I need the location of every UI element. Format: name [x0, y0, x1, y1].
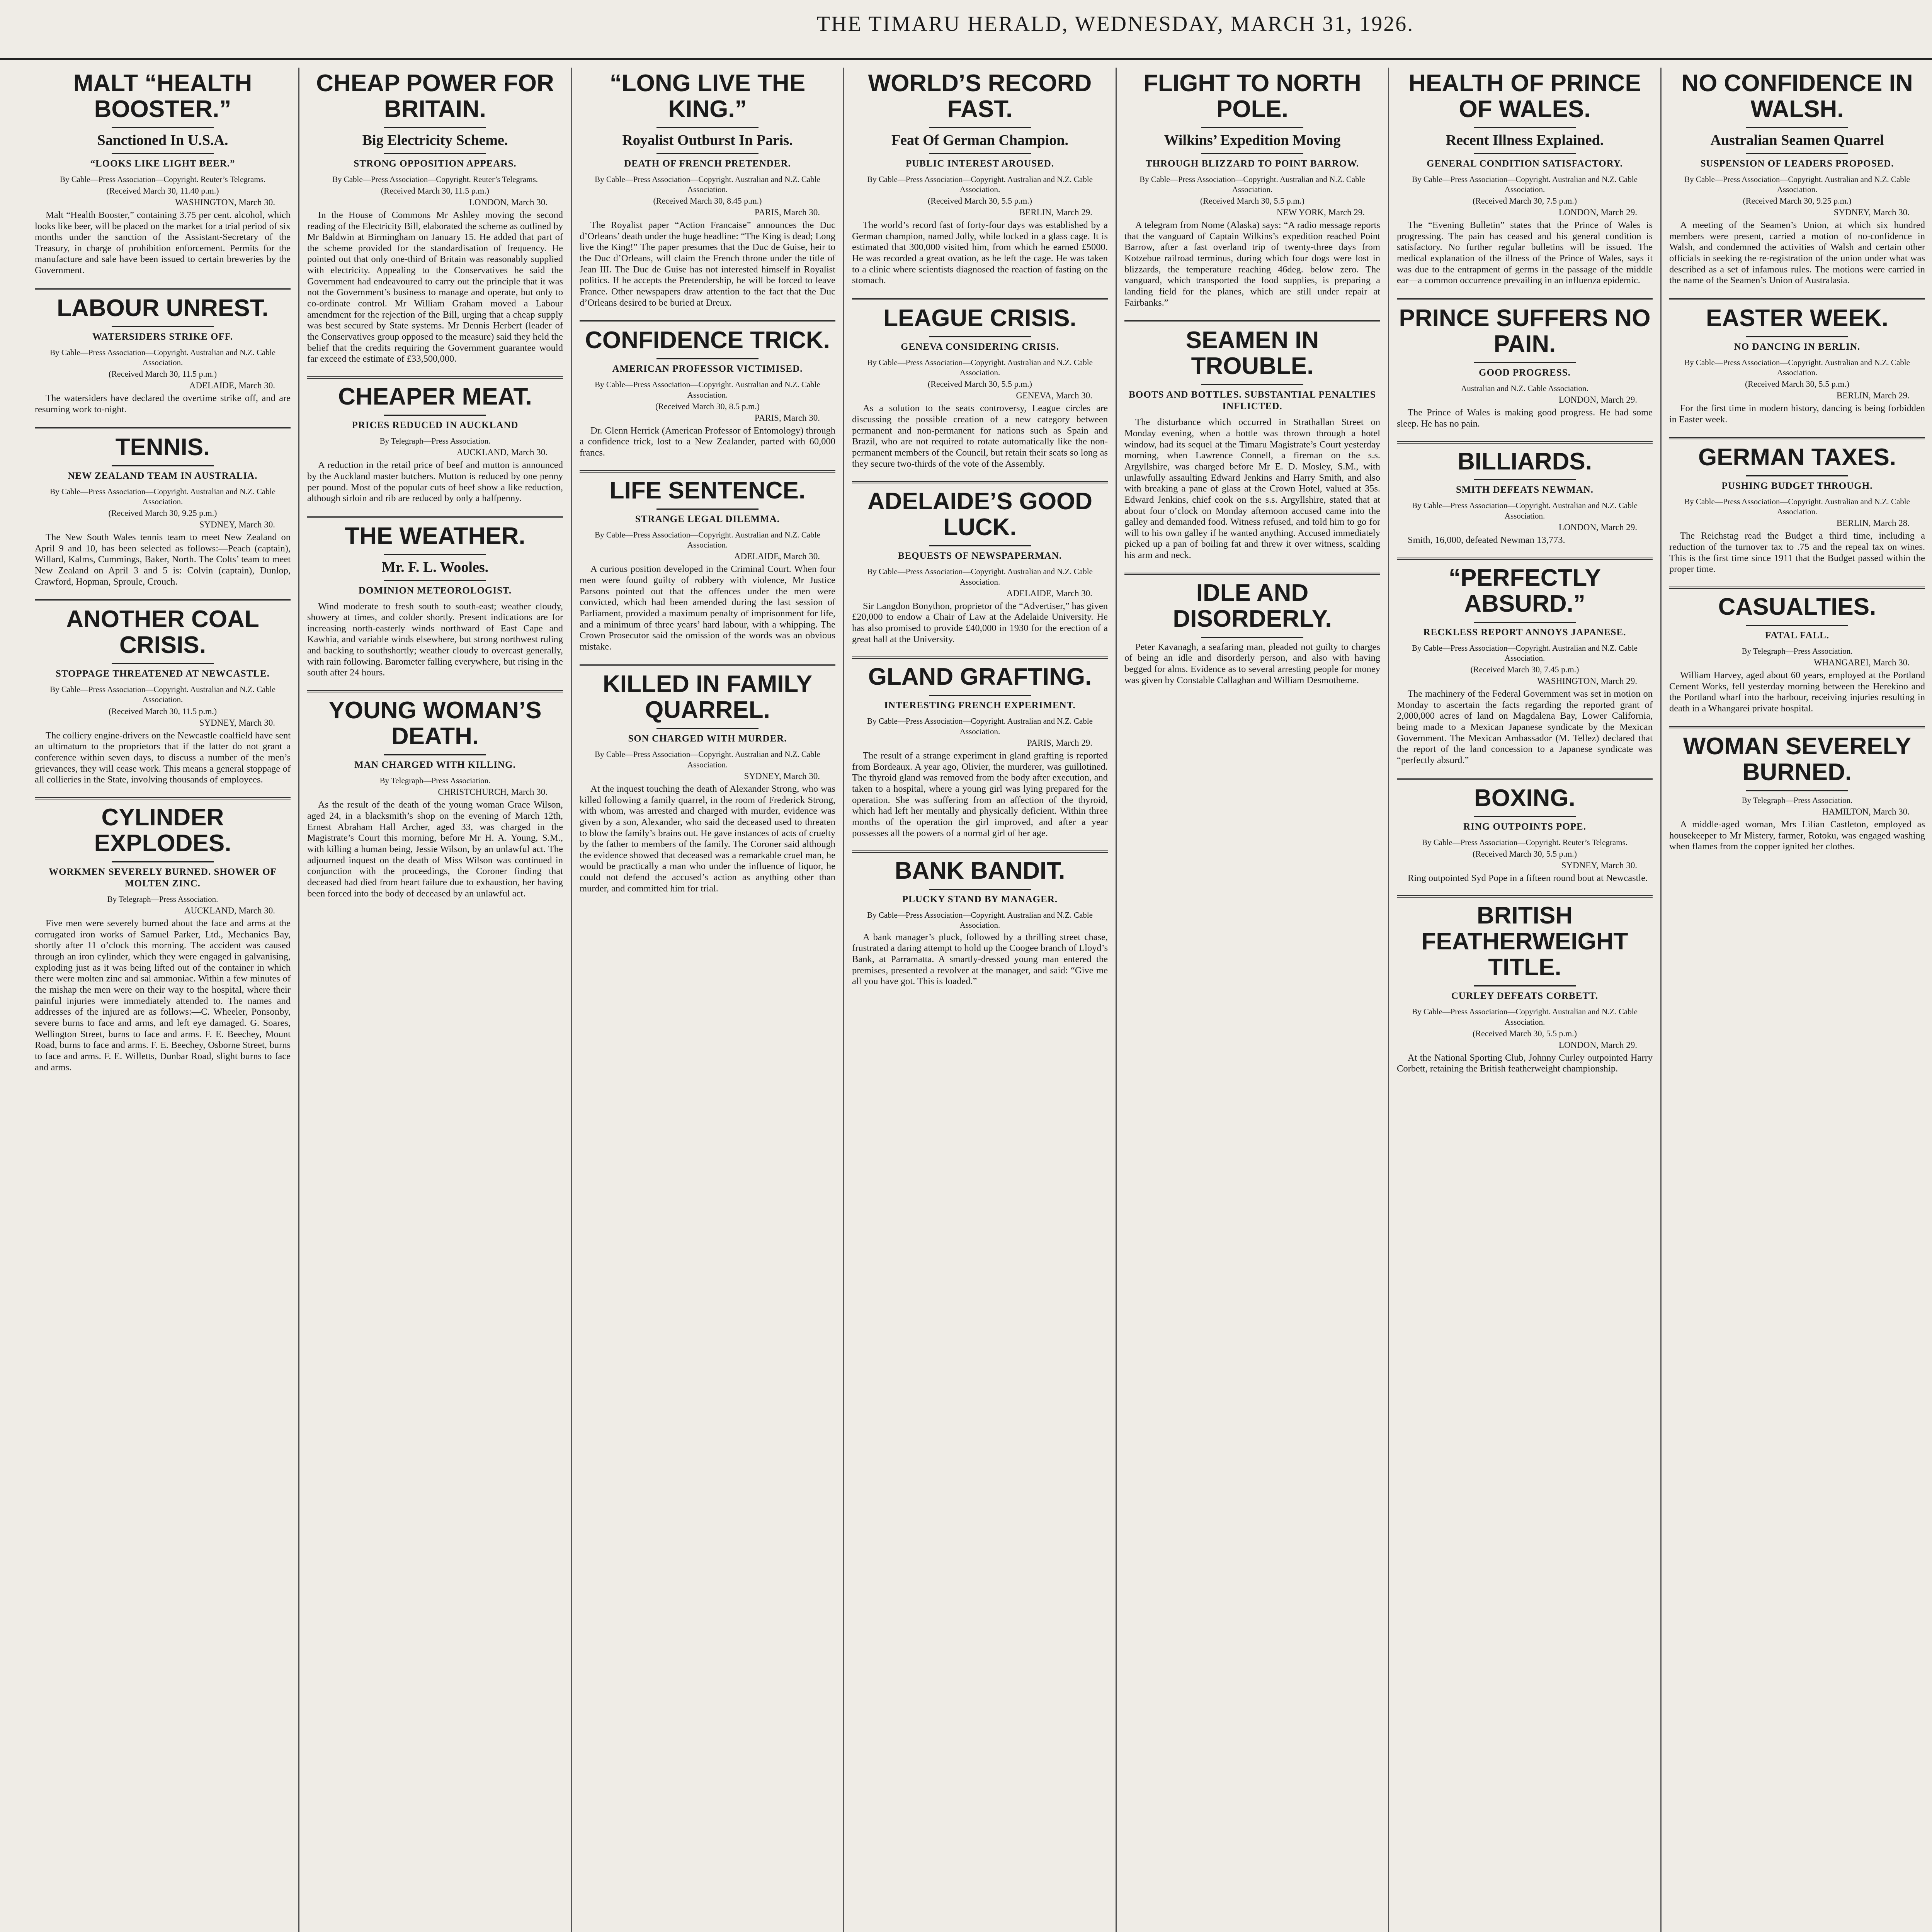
article-separator	[1669, 298, 1925, 300]
headline-rule	[656, 728, 759, 729]
article	[1397, 306, 1653, 429]
article-dateline: GENEVA, March 30.	[1016, 391, 1092, 401]
article-headline: WORLD’S RECORD FAST.	[868, 70, 1092, 122]
masthead	[0, 0, 1932, 60]
headline-rule	[384, 754, 486, 755]
article	[1397, 449, 1653, 546]
article-source: By Cable—Press Association—Copyright. Australian and N.Z. Cable Association.	[1139, 174, 1365, 194]
article-body: The watersiders have declared the overtime strike off, and are resuming work to-night.	[35, 393, 291, 415]
article-headline: MALT “HEALTH BOOSTER.”	[73, 70, 252, 122]
article-body: As a solution to the seats controversy, League circles are discussing the possible creation of a new category between permanent and non-permanent for nations such as Spain and Brazil, who are not required to rotate automatically like the non-permanent members of the Council, but retain their seats so long as they secure two-thirds of the vote of the Assembly.	[852, 403, 1108, 469]
article-headline: HEALTH OF PRINCE OF WALES.	[1408, 70, 1641, 122]
article-body: William Harvey, aged about 60 years, employed at the Portland Cement Works, fell yesterday morning between the Herekino and the Portland wharf into the harbour, receiving injuries resulting in death in a Whangarei private hospital.	[1669, 670, 1925, 714]
article-headline: GLAND GRAFTING.	[868, 663, 1092, 690]
article-dateline: PARIS, March 29.	[1027, 738, 1092, 748]
article	[852, 71, 1108, 286]
article-body: Sir Langdon Bonython, proprietor of the “Advertiser,” has given £20,000 to endow a Chair of Law at the Adelaide University. He has also promised to provide £40,000 in 1930 for the erection of a great hall at the University.	[852, 600, 1108, 645]
article-deck: BEQUESTS OF NEWSPAPERMAN.	[898, 551, 1062, 561]
article-headline: IDLE AND DISORDERLY.	[1173, 579, 1332, 632]
article-separator	[1669, 437, 1925, 439]
article-headline: LABOUR UNREST.	[57, 294, 269, 321]
article-dateline: SYDNEY, March 30.	[744, 771, 820, 781]
article	[1397, 71, 1653, 286]
article-source: By Cable—Press Association—Copyright. Australian and N.Z. Cable Association.	[867, 910, 1093, 930]
article-body: At the National Sporting Club, Johnny Curley outpointed Harry Corbett, retaining the British featherweight championship.	[1397, 1052, 1653, 1074]
article-body: The colliery engine-drivers on the Newcastle coalfield have sent an ultimatum to the proprietors that if the latter do not grant a conference within seven days, to discuss a number of the men’s grievances, they will cease work. This means a general stoppage of all collieries in the State, involving thousands of employees.	[35, 730, 291, 785]
article-dateline: SYDNEY, March 30.	[1561, 860, 1637, 870]
article-body: As the result of the death of the young woman Grace Wilson, aged 24, in a blacksmith’s shop on the evening of March 12th, Ernest Abraham Hall Archer, aged 33, was charged in the Magistrate’s Court this morning, before Mr H. A. Young, S.M., with killing a human being, Jessie Wilson, by an unlawful act. The adjourned inquest on the death of Miss Wilson was continued in conjunction with the proceedings, the Coroner finding that deceased had died from heart failure due to exhaustion, her having been forced into the body of deceased by an unlawful act.	[307, 799, 563, 899]
headline-rule	[384, 554, 486, 555]
article-headline: PRINCE SUFFERS NO PAIN.	[1399, 305, 1651, 357]
column-3	[572, 68, 844, 1932]
article-received: (Received March 30, 11.40 p.m.)	[106, 185, 219, 196]
article-separator	[35, 797, 291, 799]
article	[307, 698, 563, 899]
article-source: By Cable—Press Association—Copyright. Australian and N.Z. Cable Association.	[595, 380, 820, 400]
article-dateline: HAMILTON, March 30.	[1822, 806, 1910, 816]
article-deck: RING OUTPOINTS POPE.	[1463, 821, 1586, 832]
headline-rule	[384, 127, 486, 128]
article-received: (Received March 30, 5.5 p.m.)	[927, 196, 1032, 206]
article-separator	[852, 298, 1108, 300]
article-dateline: BERLIN, March 29.	[1836, 391, 1910, 401]
headline-rule	[384, 580, 486, 581]
article	[307, 384, 563, 504]
article	[307, 71, 563, 365]
column-1	[27, 68, 299, 1932]
article-deck: WATERSIDERS STRIKE OFF.	[92, 331, 233, 342]
headline-rule	[1474, 362, 1576, 363]
article	[1124, 580, 1380, 686]
headline-rule	[112, 861, 214, 862]
article-source: By Telegraph—Press Association.	[379, 776, 491, 785]
article-headline: LIFE SENTENCE.	[609, 477, 806, 504]
article-source: Australian and N.Z. Cable Association.	[1461, 383, 1588, 393]
headline-rule	[384, 415, 486, 416]
article	[852, 489, 1108, 645]
article-body: Dr. Glenn Herrick (American Professor of Entomology) through a confidence trick, lost to a New Zealander, parted with 60,000 francs.	[580, 425, 835, 458]
article-deck: WORKMEN SEVERELY BURNED. SHOWER OF MOLTEN ZINC.	[49, 866, 277, 889]
article-subheadline: Big Electricity Scheme.	[362, 132, 508, 148]
article-headline: GERMAN TAXES.	[1698, 444, 1896, 471]
article-headline: KILLED IN FAMILY QUARREL.	[603, 671, 812, 724]
article-subheadline: Wilkins’ Expedition Moving	[1164, 132, 1341, 148]
article-deck: PLUCKY STAND BY MANAGER.	[902, 894, 1058, 905]
article-headline: NO CONFIDENCE IN WALSH.	[1681, 70, 1913, 122]
article-source: By Cable—Press Association—Copyright. Reuter’s Telegrams.	[1422, 837, 1628, 847]
article-headline: “LONG LIVE THE KING.”	[609, 70, 806, 122]
headline-rule	[1746, 625, 1849, 626]
column-4	[844, 68, 1117, 1932]
article-body: The Prince of Wales is making good progress. He had some sleep. He has no pain.	[1397, 407, 1653, 429]
article-headline: BRITISH FEATHERWEIGHT TITLE.	[1421, 902, 1628, 981]
article-received: (Received March 30, 5.5 p.m.)	[1200, 196, 1305, 206]
article-headline: ANOTHER COAL CRISIS.	[66, 606, 259, 659]
headline-rule	[112, 127, 214, 128]
article-deck: INTERESTING FRENCH EXPERIMENT.	[884, 700, 1076, 711]
article-dateline: LONDON, March 29.	[1558, 207, 1637, 218]
article-deck: SMITH DEFEATS NEWMAN.	[1456, 485, 1594, 495]
headline-rule	[1201, 384, 1304, 385]
article-body: Smith, 16,000, defeated Newman 13,773.	[1408, 534, 1565, 545]
article	[35, 296, 291, 415]
headline-rule	[656, 509, 759, 510]
article-deck: CURLEY DEFEATS CORBETT.	[1451, 991, 1599, 1002]
article-body: A bank manager’s pluck, followed by a thrilling street chase, frustrated a daring attempt to hold up the Coogee branch of Lloyd’s Bank, at Parramatta. A smartly-dressed young man entered the premises, presented a revolver at the manager, and said: “Give me all you have got. This is loaded.”	[852, 932, 1108, 987]
article-headline: “PERFECTLY ABSURD.”	[1449, 564, 1601, 617]
article-separator	[1397, 441, 1653, 444]
article-source: By Cable—Press Association—Copyright. Australian and N.Z. Cable Association.	[595, 750, 820, 769]
article-deck: “LOOKS LIKE LIGHT BEER.”	[90, 158, 235, 169]
article-deck: PUBLIC INTEREST AROUSED.	[905, 158, 1054, 169]
article-deck: STRONG OPPOSITION APPEARS.	[354, 158, 517, 169]
masthead-title: THE TIMARU HERALD, WEDNESDAY, MARCH 31, 1926.	[816, 12, 1414, 36]
article-source: By Cable—Press Association—Copyright. Reuter’s Telegrams.	[332, 174, 538, 184]
headline-rule	[1474, 479, 1576, 480]
headline-rule	[1746, 127, 1849, 128]
headline-rule	[1474, 985, 1576, 986]
article-source: By Cable—Press Association—Copyright. Australian and N.Z. Cable Association.	[1684, 357, 1910, 378]
headline-rule	[929, 153, 1031, 154]
article-separator	[35, 599, 291, 601]
article-dateline: LONDON, March 29.	[1558, 1040, 1637, 1050]
article	[852, 306, 1108, 469]
article-headline: FLIGHT TO NORTH POLE.	[1143, 70, 1361, 122]
article-body: The world’s record fast of forty-four days was established by a German champion, named Jolly, while locked in a glass cage. It is estimated that 300,000 visited him, from which he earned £5000. He was recorded a great ovation, as he left the cage. He was taken to a clinic where scientists diagnosed the reaction of fasting on the stomach.	[852, 220, 1108, 286]
article	[580, 478, 835, 653]
article-body: The result of a strange experiment in gland grafting is reported from Bordeaux. A year ago, Olivier, the murderer, was guillotined. The thyroid gland was removed from the body after execution, and taken to a hospital, where a young girl was lying prepared for the operation. She was suffering from an affection of the thyroid, which had left her mentally and physically deficient. Within three months of the operation the girl improved, and after a year possesses all the powers of a normal girl of her age.	[852, 750, 1108, 838]
article-dateline: ADELAIDE, March 30.	[734, 551, 820, 561]
headline-rule	[1474, 153, 1576, 154]
article-separator	[580, 470, 835, 473]
article-received: (Received March 30, 7.5 p.m.)	[1472, 196, 1577, 206]
article-headline: THE WEATHER.	[345, 522, 526, 549]
article-subheadline: Mr. F. L. Wooles.	[381, 559, 489, 575]
article-source: By Cable—Press Association—Copyright. Australian and N.Z. Cable Association.	[1684, 497, 1910, 516]
article-body: The “Evening Bulletin” states that the Prince of Wales is progressing. The pain has ceased and his general condition is satisfactory. No further regular bulletins will be issued. The medical explanation of the illness of the Prince of Wales, says it was due to the entrapment of germs in the passage of the middle ear—a common occurrence prevailing in an influenza epidemic.	[1397, 220, 1653, 286]
article-received: (Received March 30, 11.5 p.m.)	[108, 706, 217, 716]
article	[580, 672, 835, 894]
headline-rule	[1201, 637, 1304, 638]
article-separator	[35, 427, 291, 429]
headline-rule	[1746, 153, 1849, 154]
article-deck: PRICES REDUCED IN AUCKLAND	[352, 420, 519, 430]
columns	[27, 68, 1932, 1932]
headline-rule	[656, 358, 759, 359]
article-separator	[1124, 573, 1380, 575]
article-source: By Cable—Press Association—Copyright. Australian and N.Z. Cable Association.	[1412, 501, 1638, 520]
article-received: (Received March 30, 5.5 p.m.)	[1472, 849, 1577, 859]
article-dateline: LONDON, March 29.	[1558, 395, 1637, 405]
article-source: By Cable—Press Association—Copyright. Australian and N.Z. Cable Association.	[50, 347, 276, 367]
article-deck: THROUGH BLIZZARD TO POINT BARROW.	[1145, 158, 1359, 169]
column-6	[1389, 68, 1662, 1932]
article-deck: STRANGE LEGAL DILEMMA.	[635, 514, 780, 524]
article-headline: CYLINDER EXPLODES.	[94, 804, 231, 857]
article	[307, 524, 563, 679]
article-body: The machinery of the Federal Government was set in motion on Monday to ascertain the facts regarding the reported grant of 2,000,000 acres of land on Magdalena Bay, Lower California, being made to a Mexican Japanese syndicate by the Mexican Government. The Mexican Ambassador (M. Tellez) declared that the report of the land concession to a Japanese syndicate was “perfectly absurd.”	[1397, 689, 1653, 765]
article	[1397, 565, 1653, 766]
article-source: By Cable—Press Association—Copyright. Australian and N.Z. Cable Association.	[867, 567, 1093, 587]
article-separator	[852, 656, 1108, 659]
article-deck: PUSHING BUDGET THROUGH.	[1721, 480, 1873, 491]
article	[1397, 786, 1653, 884]
article-deck: STOPPAGE THREATENED AT NEWCASTLE.	[56, 668, 270, 679]
article	[1669, 71, 1925, 286]
column-7	[1662, 68, 1932, 1932]
article-dateline: BERLIN, March 28.	[1836, 518, 1910, 528]
article-separator	[307, 690, 563, 692]
article-separator	[1397, 895, 1653, 898]
article	[1124, 328, 1380, 561]
article-separator	[1397, 558, 1653, 560]
article-source: By Cable—Press Association—Copyright. Australian and N.Z. Cable Association.	[867, 357, 1093, 378]
article-source: By Cable—Press Association—Copyright. Australian and N.Z. Cable Association.	[595, 530, 820, 549]
article-source: By Cable—Press Association—Copyright. Australian and N.Z. Cable Association.	[1412, 1007, 1638, 1027]
headline-rule	[112, 153, 214, 154]
article-dateline: NEW YORK, March 29.	[1276, 207, 1365, 218]
article-received: (Received March 30, 9.25 p.m.)	[1743, 196, 1852, 206]
article-dateline: PARIS, March 30.	[754, 413, 820, 423]
headline-rule	[384, 153, 486, 154]
article-separator	[35, 288, 291, 290]
article-source: By Cable—Press Association—Copyright. Australian and N.Z. Cable Association.	[50, 486, 276, 506]
article-separator	[307, 376, 563, 379]
article-separator	[1397, 298, 1653, 300]
headline-rule	[929, 545, 1031, 546]
article-headline: BOXING.	[1474, 784, 1575, 811]
article-dateline: WASHINGTON, March 30.	[175, 197, 275, 207]
article	[852, 664, 1108, 839]
article-headline: TENNIS.	[115, 434, 210, 461]
article-body: A curious position developed in the Criminal Court. When four men were found guilty of robbery with violence, Mr Justice Parsons pointed out that the offences under the men were convicted, which had been amended during the last session of Parliament, provided a maximum penalty of imprisonment for life, and a minimum of three years’ hard labour, with a whipping. The Crown Prosecutor said the omission of the words was an obvious mistake.	[580, 564, 835, 652]
article-body: Ring outpointed Syd Pope in a fifteen round bout at Newcastle.	[1408, 872, 1648, 883]
article-separator	[1669, 726, 1925, 728]
article-dateline: AUCKLAND, March 30.	[184, 906, 275, 916]
article-separator	[1669, 587, 1925, 589]
article-headline: CHEAPER MEAT.	[338, 383, 532, 410]
article-source: By Telegraph—Press Association.	[107, 894, 218, 904]
article-body: A reduction in the retail price of beef and mutton is announced by the Auckland master butchers. Mutton is reduced by one penny per pound. Most of the popular cuts of beef show a like reduction, although sirloin and rib are reduced by only a halfpenny.	[307, 460, 563, 504]
article-dateline: ADELAIDE, March 30.	[189, 381, 275, 391]
article-deck: BOOTS AND BOTTLES. SUBSTANTIAL PENALTIES INFLICTED.	[1129, 389, 1376, 412]
article-source: By Cable—Press Association—Copyright. Reuter’s Telegrams.	[60, 174, 266, 184]
article-deck: GENERAL CONDITION SATISFACTORY.	[1427, 158, 1623, 169]
article-source: By Cable—Press Association—Copyright. Australian and N.Z. Cable Association.	[50, 685, 276, 704]
article-deck: DEATH OF FRENCH PRETENDER.	[624, 158, 791, 169]
article-deck: GENEVA CONSIDERING CRISIS.	[901, 341, 1059, 352]
article-separator	[580, 664, 835, 666]
article-headline: BILLIARDS.	[1458, 448, 1592, 475]
article-source: By Cable—Press Association—Copyright. Australian and N.Z. Cable Association.	[1412, 643, 1638, 663]
article-body: Five men were severely burned about the face and arms at the corrugated iron works of Samuel Parker, Ltd., Mechanics Bay, shortly after 11 o’clock this morning. The accident was caused through an iron cylinder, which they were engaged in galvanising, exploding just as it was being lifted out of the container in which there were molten zinc and sal ammoniac. Within a few minutes of the mishap the men were on their way to the hospital, where their painful injuries were immediately attended to. The names and addresses of the injured are as follows:—C. Wheeler, Ponsonby, severe burns to face and arms, and left eye damaged. G. Soares, Wellington Street, burns to face and arms. F. E. Beechey, Mount Road, burns to face and arms. F. E. Beechey, Osborne Street, burns to face and arms. F. E. Willetts, Dunbar Road, slight burns to face and arms.	[35, 918, 291, 1073]
article-received: (Received March 30, 5.5 p.m.)	[927, 379, 1032, 389]
article-deck: NO DANCING IN BERLIN.	[1734, 341, 1861, 352]
headline-rule	[929, 889, 1031, 890]
article-body: Malt “Health Booster,” containing 3.75 per cent. alcohol, which looks like beer, will be placed on the market for a trial period of six months under the sanction of the Assistant-Secretary of the Treasury, in charge of prohibition enforcement. Permits for the manufacture and sale have been issued to certain breweries by the Government.	[35, 209, 291, 276]
article-received: (Received March 30, 8.5 p.m.)	[655, 401, 760, 411]
article-dateline: AUCKLAND, March 30.	[456, 447, 548, 457]
article-deck: RECKLESS REPORT ANNOYS JAPANESE.	[1423, 627, 1626, 638]
article-received: (Received March 30, 5.5 p.m.)	[1745, 379, 1850, 389]
article-separator	[1124, 320, 1380, 322]
column-2	[299, 68, 572, 1932]
article-source: By Cable—Press Association—Copyright. Australian and N.Z. Cable Association.	[867, 716, 1093, 736]
article	[1669, 594, 1925, 714]
article-received: (Received March 30, 11.5 p.m.)	[108, 369, 217, 379]
article-received: (Received March 30, 9.25 p.m.)	[108, 508, 217, 518]
article-dateline: SYDNEY, March 30.	[1833, 207, 1910, 218]
article-headline: LEAGUE CRISIS.	[883, 305, 1077, 332]
article-deck: SUSPENSION OF LEADERS PROPOSED.	[1700, 158, 1894, 169]
article-deck: GOOD PROGRESS.	[1479, 367, 1571, 378]
article-subheadline: Recent Illness Explained.	[1446, 132, 1604, 148]
article-received: (Received March 30, 11.5 p.m.)	[381, 185, 490, 196]
headline-rule	[1474, 127, 1576, 128]
article-body: A middle-aged woman, Mrs Lilian Castleton, employed as housekeeper to Mr Mistery, farmer, Rotoku, was engaged washing when flames from the copper ignited her clothes.	[1669, 819, 1925, 852]
article-received: (Received March 30, 7.45 p.m.)	[1470, 665, 1579, 675]
article-separator	[852, 481, 1108, 483]
headline-rule	[1201, 127, 1304, 128]
article-source: By Telegraph—Press Association.	[1742, 795, 1853, 805]
article-subheadline: Sanctioned In U.S.A.	[97, 132, 228, 148]
article	[852, 858, 1108, 987]
headline-rule	[112, 326, 214, 327]
article-deck: FATAL FALL.	[1765, 630, 1830, 641]
headline-rule	[112, 663, 214, 664]
article-deck: NEW ZEALAND TEAM IN AUSTRALIA.	[68, 470, 258, 481]
headline-rule	[656, 127, 759, 128]
headline-rule	[929, 127, 1031, 128]
headline-rule	[1746, 336, 1849, 337]
article	[35, 805, 291, 1073]
headline-rule	[112, 465, 214, 466]
article-headline: WOMAN SEVERELY BURNED.	[1683, 733, 1912, 786]
headline-rule	[1746, 475, 1849, 476]
article-body: The Royalist paper “Action Francaise” announces the Duc d’Orleans’ death under the huge headline: “The King is dead; Long live the King!” The paper presumes that the Duc de Guise, heir to the Duc d’Orleans, will claim the French throne under the title of Jean III. The Duc de Guise has not interested himself in Royalist politics. If he accepts the Pretendership, he will be forced to leave France. Other newspapers draw attention to the fact that the Duc d’Orleans desired to be buried at Dreux.	[580, 220, 835, 308]
headline-rule	[1474, 622, 1576, 623]
article-dateline: WHANGAREI, March 30.	[1814, 658, 1910, 668]
headline-rule	[1746, 790, 1849, 791]
article-body: Wind moderate to fresh south to south-east; weather cloudy, showery at times, and colder shortly. Present indications are for increasing north-easterly winds northward of East Cape and Kawhia, and variable winds elsewhere, but strong northwest ruling and backing to southshortly; weather cloudy to overcast generally, with rain following. Barometer falling everywhere, but rising in the south after 24 hours.	[307, 601, 563, 678]
article-dateline: LONDON, March 30.	[469, 197, 548, 207]
article-body: At the inquest touching the death of Alexander Strong, who was killed following a family quarrel, in the room of Frederick Strong, with whom, was arrested and charged with murder, evidence was given by a son, Alexander, who said the deceased used to threaten to blow the family’s brains out. He gave instances of acts of cruelty by the father to members of the family. The Coroner said although the evidence showed that deceased was a remarkable cruel man, he would be practically a man who under the influence of liquor, he could not defend the accused’s action as anything other than murder, and committed him for trial.	[580, 783, 835, 894]
article-body: For the first time in modern history, dancing is being forbidden in Easter week.	[1669, 403, 1925, 425]
article-deck: MAN CHARGED WITH KILLING.	[354, 760, 516, 770]
headline-rule	[656, 153, 759, 154]
article-dateline: ADELAIDE, March 30.	[1006, 588, 1092, 598]
headline-rule	[1474, 816, 1576, 817]
article-subheadline: Feat Of German Champion.	[891, 132, 1069, 148]
article-headline: CASUALTIES.	[1718, 593, 1876, 620]
article-headline: BANK BANDIT.	[895, 857, 1065, 884]
article-received: (Received March 30, 8.45 p.m.)	[653, 196, 762, 206]
article-separator	[307, 516, 563, 518]
article	[1669, 306, 1925, 425]
article-received: (Received March 30, 5.5 p.m.)	[1472, 1028, 1577, 1038]
article-separator	[1397, 778, 1653, 780]
article	[1669, 734, 1925, 852]
article	[1669, 445, 1925, 575]
article-deck: SON CHARGED WITH MURDER.	[628, 733, 787, 744]
article	[580, 328, 835, 458]
article	[580, 71, 835, 308]
article-source: By Cable—Press Association—Copyright. Australian and N.Z. Cable Association.	[867, 174, 1093, 194]
article-source: By Telegraph—Press Association.	[1742, 646, 1853, 656]
article-body: Peter Kavanagh, a seafaring man, pleaded not guilty to charges of being an idle and disorderly person, and also with having begged for alms. Evidence as to several arresting people for money was given by Constable Callaghan and William Desmotheme.	[1124, 641, 1380, 685]
article-dateline: LONDON, March 29.	[1558, 522, 1637, 532]
article-headline: CHEAP POWER FOR BRITAIN.	[316, 70, 554, 122]
article-subheadline: Royalist Outburst In Paris.	[622, 132, 793, 148]
article-deck: AMERICAN PROFESSOR VICTIMISED.	[612, 364, 803, 374]
headline-rule	[929, 695, 1031, 696]
article-subheadline: Australian Seamen Quarrel	[1710, 132, 1884, 148]
article-headline: SEAMEN IN TROUBLE.	[1185, 327, 1319, 380]
article	[35, 435, 291, 588]
article-separator	[852, 850, 1108, 853]
article-dateline: CHRISTCHURCH, March 30.	[438, 787, 548, 797]
article-body: The Reichstag read the Budget a third time, including a reduction of the turnover tax to .75 and the repeal tax on wines. This is the first time since 1911 that the Budget passed within the proper time.	[1669, 531, 1925, 575]
article-body: A telegram from Nome (Alaska) says: “A radio message reports that the vanguard of Captain Wilkins’s expedition reached Point Barrow, after a fast overland trip of twenty-three days from Kotzebue railroad terminus, during which four dogs were lost in blizzards, the temperature reaching 46deg. below zero. The vanguard, which transported the food supplies, is preparing a landing field for the planes, which are still under repair at Fairbanks.”	[1124, 220, 1380, 308]
article-headline: ADELAIDE’S GOOD LUCK.	[867, 488, 1093, 541]
article-separator	[580, 320, 835, 322]
article-source: By Cable—Press Association—Copyright. Australian and N.Z. Cable Association.	[1684, 174, 1910, 194]
article-dateline: SYDNEY, March 30.	[199, 520, 275, 529]
article-body: The New South Wales tennis team to meet New Zealand on April 9 and 10, has been selected as follows:—Peach (captain), Willard, Kalms, Cummings, Baker, North. The Colts’ team to meet New Zealand on April 3 and 5 is: Colvin (captain), Dunlop, Crawford, Hopman, Sproule, Crouch.	[35, 532, 291, 587]
article	[35, 71, 291, 276]
article-body: In the House of Commons Mr Ashley moving the second reading of the Electricity Bill, elaborated the scheme as outlined by Mr Baldwin at Birmingham on January 15. He added that part of the scheme provided for the standardisation of frequency. He pointed out that only one-third of Britain was reasonably supplied with electricity. Appealing to the Conservatives he said the Government had endeavoured to carry out the principle that it was not the Government’s business to manage and operate, but only to co-ordinate control. Mr William Graham moved a Labour amendment for the rejection of the Bill, urging that a cheap supply was best secured by State systems. Mr Dennis Herbert (leader of the Conservatives group opposed to the measure) said they held the belief that the credits requiring the Government guarantee would far exceed the estimate of £33,500,000.	[307, 209, 563, 364]
article-source: By Cable—Press Association—Copyright. Australian and N.Z. Cable Association.	[595, 174, 820, 194]
article	[35, 607, 291, 786]
article-body: A meeting of the Seamen’s Union, at which six hundred members were present, carried a motion of no-confidence in Walsh, and condemned the activities of Walsh and certain other officials in seeking the re-registration of the union under what was described as a set of infamous rules. The motions were carried in the name of the Seamen’s Union of Australasia.	[1669, 220, 1925, 286]
article-headline: EASTER WEEK.	[1706, 305, 1888, 332]
headline-rule	[1201, 153, 1304, 154]
article	[1397, 903, 1653, 1075]
article-source: By Telegraph—Press Association.	[379, 436, 491, 446]
column-5	[1117, 68, 1389, 1932]
article-dateline: PARIS, March 30.	[754, 207, 820, 218]
article-headline: CONFIDENCE TRICK.	[585, 327, 830, 354]
article-body: The disturbance which occurred in Strathallan Street on Monday evening, when a bottle was thrown through a hotel window, had its sequel at the Timaru Magistrate’s Court yesterday morning, when Lawrence Connell, a fireman on the s.s. Argyllshire, was charged before Mr E. D. Mosley, S.M., with unlawfully assaulting Edward Jenkins and Harry Smith, and also with breaking a pane of glass at the Crown Hotel, valued at 35s. Edward Jenkins, chief cook on the s.s. Argyllshire, stated that at about four o’clock on Monday afternoon accused came into the galley and demanded food. Witness refused, and told him to go for will to his own galley if he wanted anything. Accused immediately picked up a pan of boiling fat and threw it over witness, scalding his arm and neck.	[1124, 417, 1380, 561]
article	[1124, 71, 1380, 308]
article-source: By Cable—Press Association—Copyright. Australian and N.Z. Cable Association.	[1412, 174, 1638, 194]
article-dateline: WASHINGTON, March 29.	[1537, 676, 1637, 686]
article-headline: YOUNG WOMAN’S DEATH.	[328, 697, 542, 750]
article-dateline: BERLIN, March 29.	[1019, 207, 1092, 218]
headline-rule	[929, 336, 1031, 337]
article-deck: DOMINION METEOROLOGIST.	[358, 585, 512, 596]
article-dateline: SYDNEY, March 30.	[199, 718, 275, 728]
